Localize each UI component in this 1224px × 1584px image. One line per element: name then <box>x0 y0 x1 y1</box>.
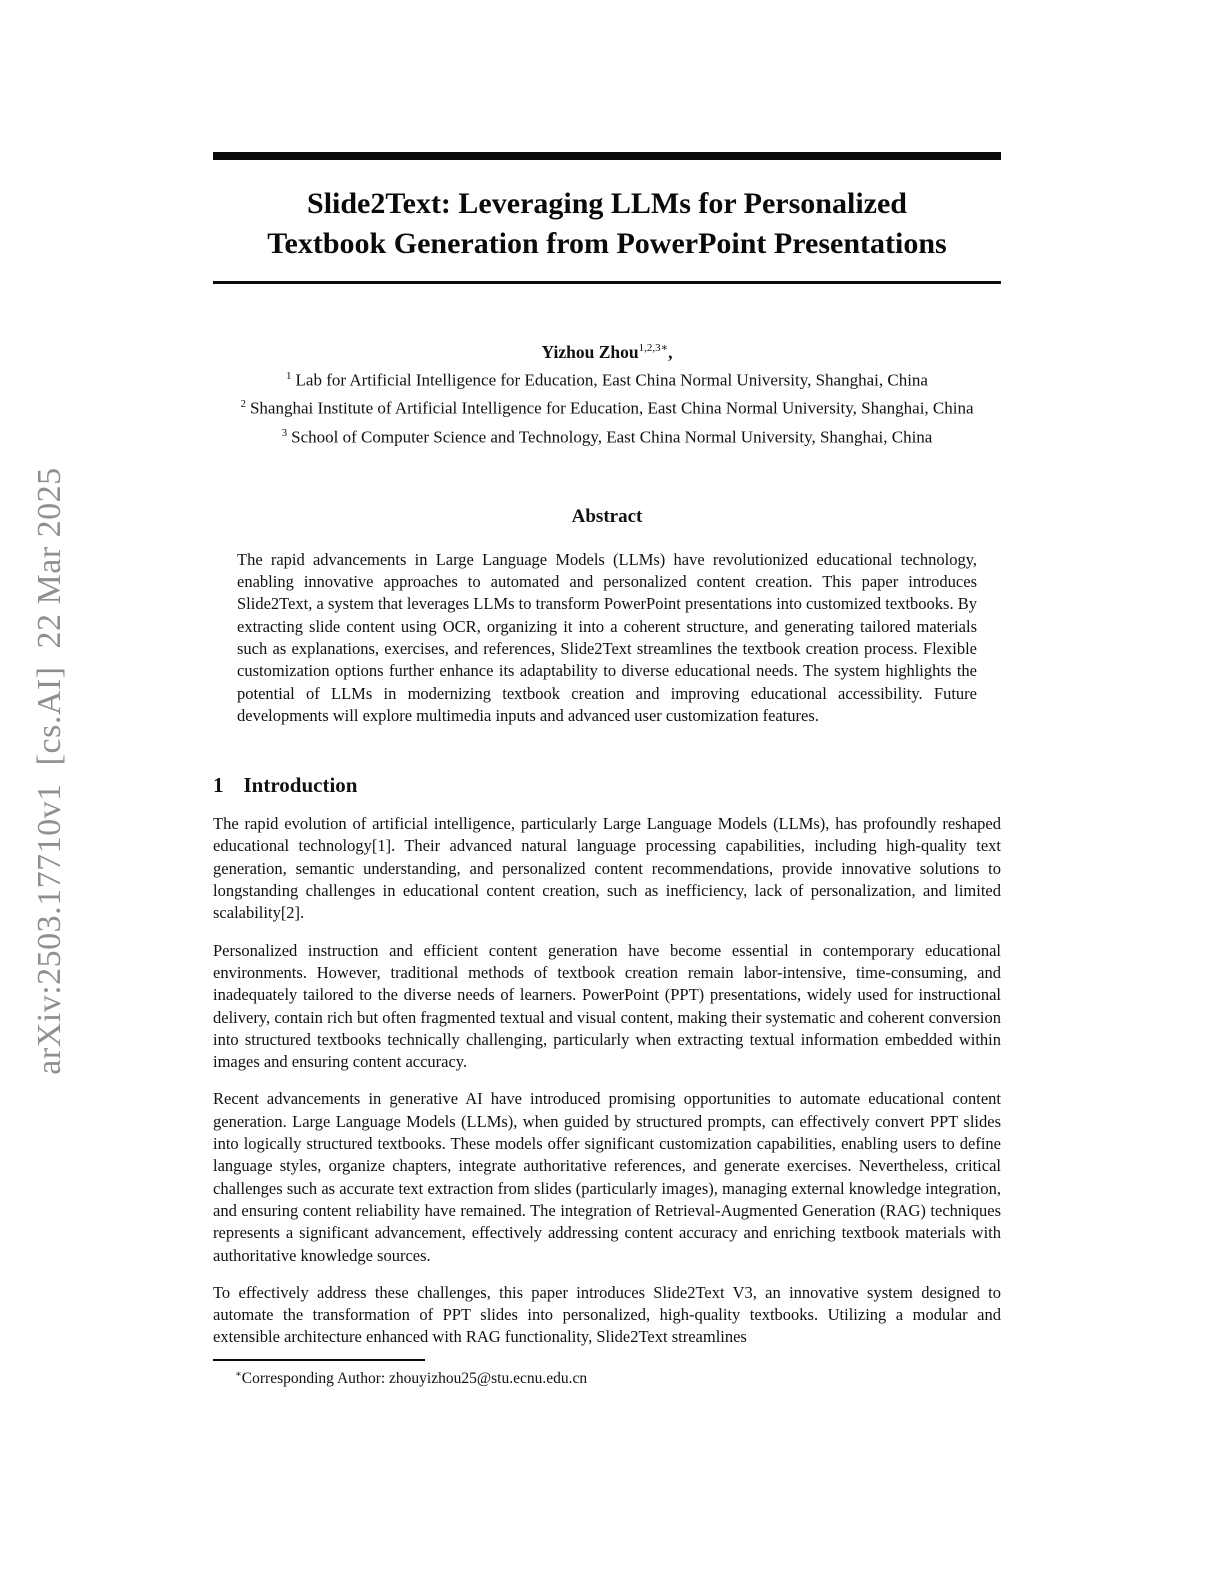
affiliation-1-text: Lab for Artificial Intelligence for Education, East China Normal University, Shanghai, China <box>295 370 928 390</box>
introduction-paragraph-1: The rapid evolution of artificial intelligence, particularly Large Language Models (LLMs), has profoundly reshaped educational technology[1]. Their advanced natural language processing capabilities, including high-quality text generation, semantic understanding, and personalized content recommendations, provide innovative solutions to longstanding challenges in educational content creation, such as inefficiency, lack of personalization, and limited scalability[2]. <box>213 814 1001 923</box>
affiliation-line-2 <box>43 392 1171 421</box>
affiliation-3-text: School of Computer Science and Technology, East China Normal University, Shanghai, China <box>291 427 933 447</box>
footnote-text: Corresponding Author: zhouyizhou25@stu.ecnu.edu.cn <box>241 1369 588 1387</box>
paper-title-line2: Textbook Generation from PowerPoint Presentations <box>267 227 947 260</box>
footnote-marker: ∗ <box>235 1368 242 1380</box>
author-name: Yizhou Zhou <box>541 341 639 362</box>
arxiv-watermark: arXiv:2503.17710v1 [cs.AI] 22 Mar 2025 <box>31 467 68 1075</box>
affiliation-1-mark: 1 <box>286 369 292 382</box>
affiliation-2-text: Shanghai Institute of Artificial Intelligence for Education, East China Normal University, Shanghai, China <box>249 399 974 419</box>
introduction-paragraph-2: Personalized instruction and efficient content generation have become essential in contemporary educational environments. However, traditional methods of textbook creation remain labor-intensive, time-consuming, and inadequately tailored to the diverse needs of learners. PowerPoint (PPT) presentations, widely used for instructional delivery, contain rich but often fragmented textual and visual content, making their systematic and coherent conversion into structured textbooks technically challenging, particularly when extracting textual information embedded within images and ensuring content accuracy. <box>213 940 1001 1072</box>
paper-title <box>213 184 1001 264</box>
abstract-heading: Abstract <box>571 505 643 527</box>
footnote-rule <box>213 1359 425 1361</box>
corresponding-author-footnote <box>213 1364 1001 1389</box>
abstract-text: The rapid advancements in Large Language Models (LLMs) have revolutionized educational technology, enabling innovative approaches to automated and personalized content creation. This paper introduces Slide2Text, a system that leverages LLMs to transform PowerPoint presentations into customized textbooks. By extracting slide content using OCR, organizing it into a coherent structure, and generating tailored materials such as explanations, exercises, and references, Slide2Text streamlines the textbook creation process. Flexible customization options further enhance its adaptability to diverse educational needs. The system highlights the potential of LLMs in modernizing textbook creation and improving educational accessibility. Future developments will explore multimedia inputs and advanced user customization features. <box>237 549 977 725</box>
introduction-paragraph-4: To effectively address these challenges, this paper introduces Slide2Text V3, an innovative system designed to automate the transformation of PPT slides into personalized, high-quality textbooks. Utilizing a modular and extensible architecture enhanced with RAG functionality, Slide2Text streamlines <box>213 1282 1001 1347</box>
affiliation-line-1 <box>43 364 1171 393</box>
affiliation-line-3 <box>43 421 1171 450</box>
author-affiliation-marks: 1,2,3∗ <box>638 342 669 354</box>
author-block <box>43 336 1171 450</box>
author-name-suffix: , <box>668 341 673 362</box>
paper-content-column <box>213 0 1001 1389</box>
section-number: 1 <box>213 773 224 798</box>
section-heading-introduction <box>213 773 1001 798</box>
section-title: Introduction <box>243 773 358 798</box>
title-rule-bottom <box>213 281 1001 284</box>
author-line <box>43 336 1171 364</box>
affiliation-2-mark: 2 <box>240 398 246 411</box>
introduction-paragraph-3: Recent advancements in generative AI have introduced promising opportunities to automate educational content generation. Large Language Models (LLMs), when guided by structured prompts, can effectively convert PPT slides into logically structured textbooks. These models offer significant customization capabilities, enabling users to define language styles, organize chapters, integrate authoritative references, and generate exercises. Nevertheless, critical challenges such as accurate text extraction from slides (particularly images), managing external knowledge integration, and ensuring content reliability have remained. The integration of Retrieval-Augmented Generation (RAG) techniques represents a significant advancement, effectively addressing content accuracy and enriching textbook materials with authoritative knowledge sources. <box>213 1089 1001 1265</box>
paper-title-line1: Slide2Text: Leveraging LLMs for Personalized <box>307 187 907 220</box>
title-rule-top <box>213 152 1001 160</box>
affiliation-3-mark: 3 <box>281 427 288 440</box>
